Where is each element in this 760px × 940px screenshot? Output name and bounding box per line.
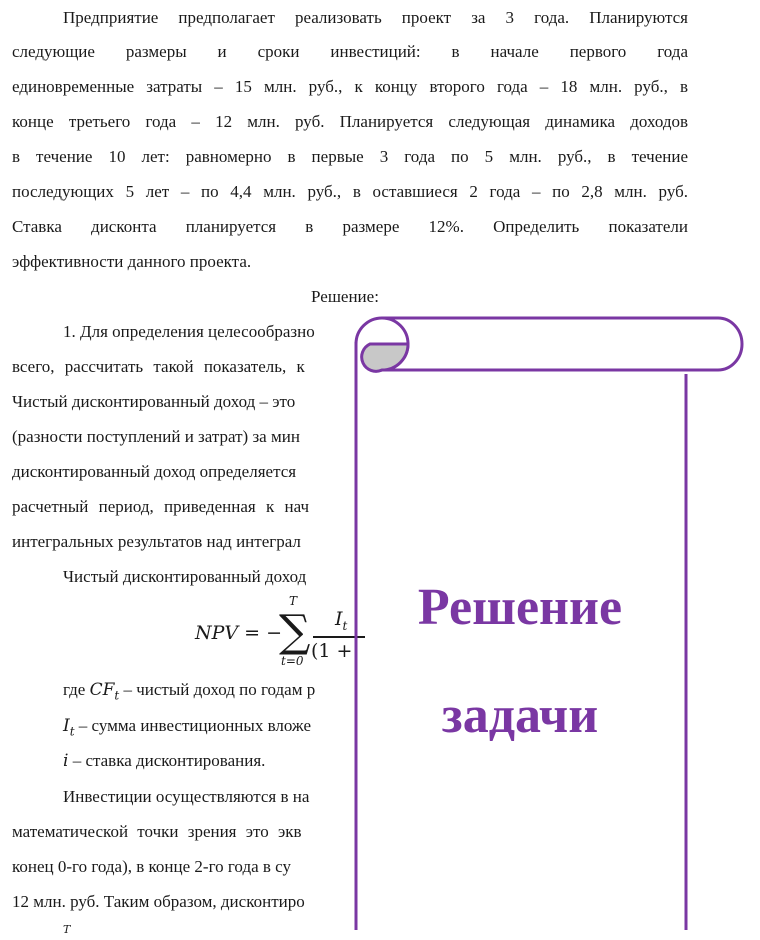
body-line: 12 млн. руб. Таким образом, дисконтиро [12, 892, 305, 911]
formula-lhs: NPV = − [195, 622, 283, 644]
formula-sigma: ∑ [279, 606, 311, 657]
paragraph-line: Ставка дисконта планируется в размере 12%. Определить показатели [12, 217, 688, 236]
paragraph-line: следующие размеры и сроки инвестиций: в начале первого года [12, 42, 688, 61]
body-line: всего, рассчитать такой показатель, к [12, 357, 305, 376]
paragraph-line: эффективности данного проекта. [12, 252, 252, 271]
body-line: дисконтированный доход определяется [12, 462, 297, 481]
body-line: интегральных результатов над интеграл [12, 532, 301, 551]
paragraph-line: последующих 5 лет – по 4,4 млн. руб., в оставшиеся 2 года – по 2,8 млн. руб. [12, 182, 688, 201]
body-line: расчетный период, приведенная к нач [12, 497, 310, 516]
definition-line: где $CF_t$ – чистый доход по годам р [63, 680, 316, 703]
paragraph-line: Предприятие предполагает реализовать проект за 3 года. Планируются [63, 8, 688, 27]
scroll-top-roll-left [356, 318, 382, 344]
scroll-title-line-2: задачи [441, 687, 599, 744]
formula-denominator: (1 + [311, 640, 353, 662]
body-line: (разности поступлений и затрат) за мин [12, 427, 300, 446]
body-line: 1. Для определения целесообразно [63, 322, 315, 341]
paragraph-line: единовременные затраты – 15 млн. руб., к концу второго года – 18 млн. руб., в [12, 77, 688, 96]
body-line: конец 0-го года), в конце 2-го года в су [12, 857, 291, 876]
definition-line: i – ставка дисконтирования. [63, 751, 266, 771]
formula-numerator: $I_t$ [335, 608, 348, 633]
body-line: Инвестиции осуществляются в на [63, 787, 310, 806]
formula-upper-limit: T [289, 594, 298, 608]
scroll-title-line-1: Решение [417, 579, 623, 636]
formula-lower-limit: t=0 [281, 654, 304, 668]
body-line: Чистый дисконтированный доход – это [12, 392, 296, 411]
paragraph-line: конце третьего года – 12 млн. руб. Планируется следующая динамика доходов [12, 112, 688, 131]
scroll-top-roll [382, 318, 742, 370]
paragraph-line: в течение 10 лет: равномерно в первые 3 года по 5 млн. руб., в течение [12, 147, 688, 166]
body-line-partial: T [63, 923, 71, 936]
npv-formula [195, 594, 365, 680]
section-heading: Решение: [311, 287, 379, 306]
definition-line: $I_t$ – сумма инвестиционных вложе [63, 716, 311, 739]
body-line: математической точки зрения это экв [12, 822, 302, 841]
body-line: Чистый дисконтированный доход [63, 567, 307, 586]
